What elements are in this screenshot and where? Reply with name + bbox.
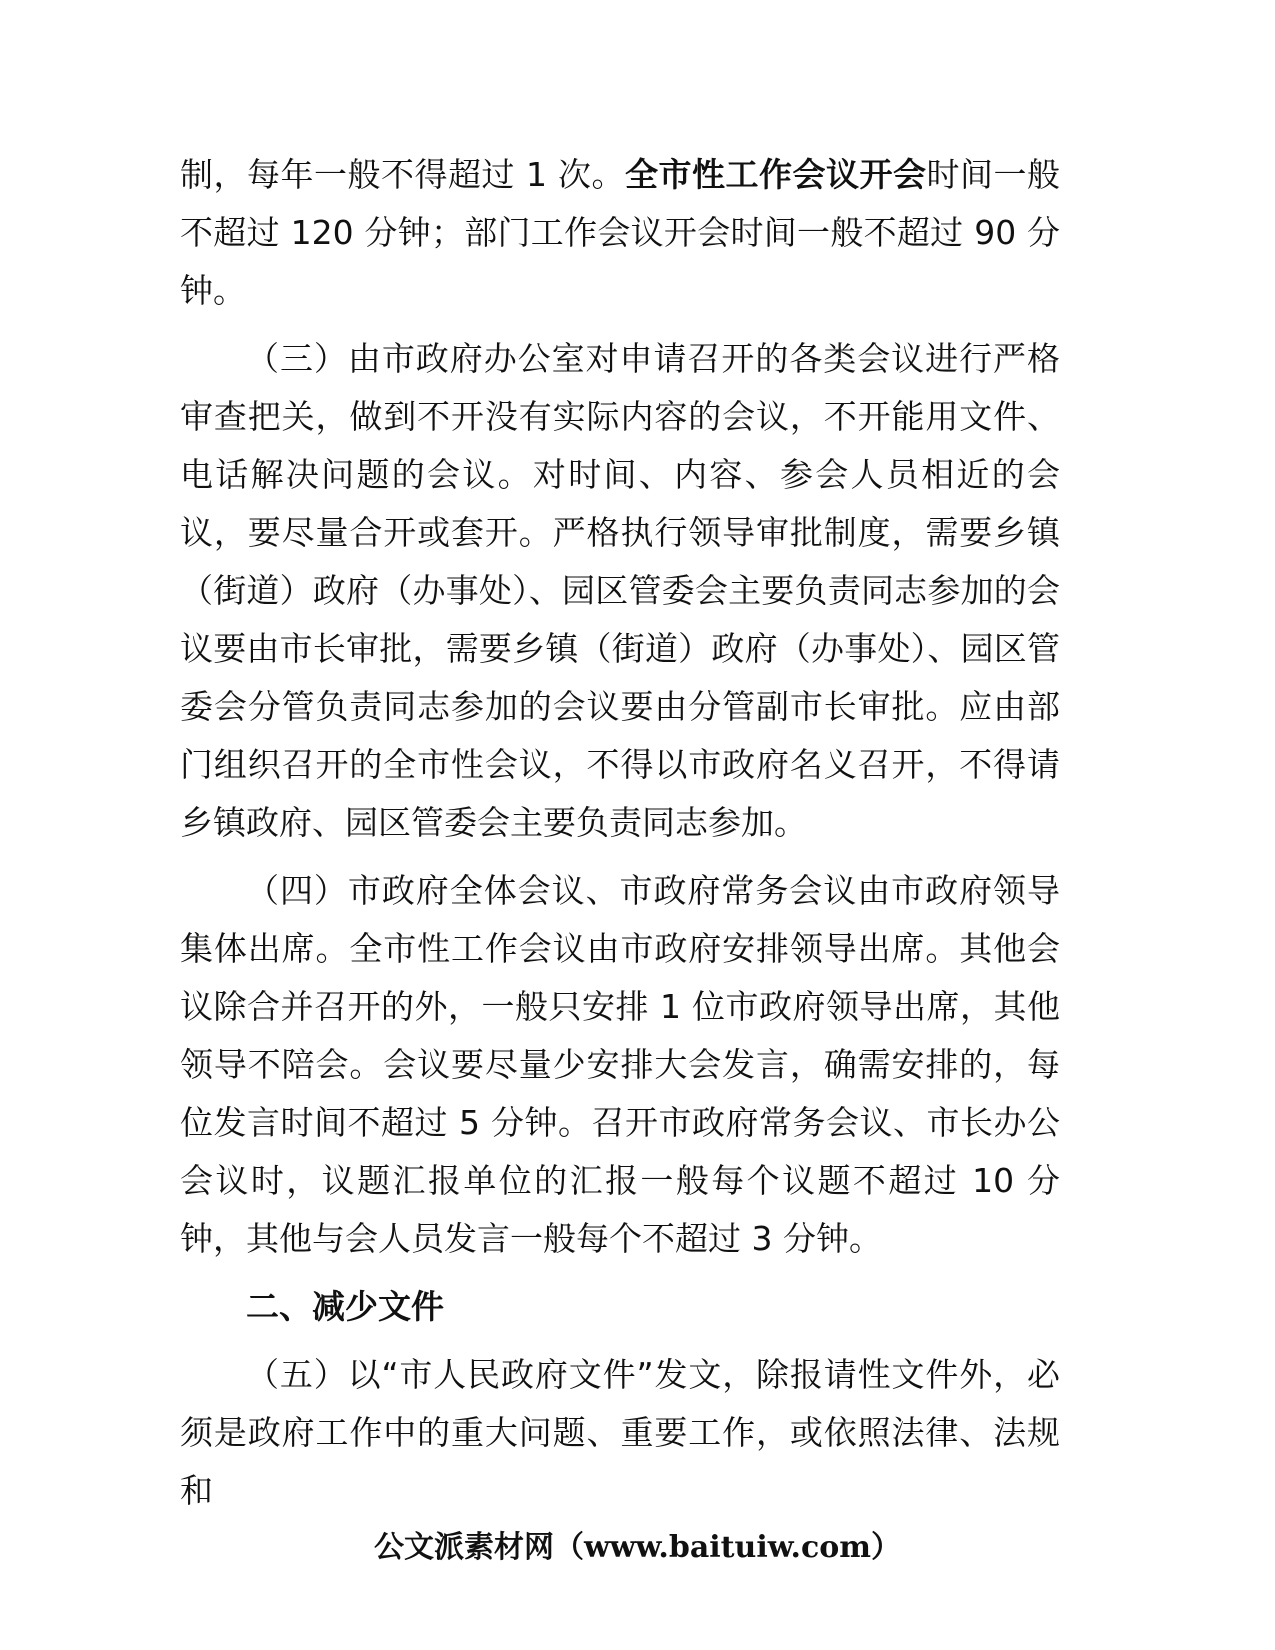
paragraph-item-5: （五）以“市人民政府文件”发文，除报请性文件外，必须是政府工作中的重大问题、重要工作，或依照法律、法规和 (180, 1355, 1060, 1510)
paragraph-text: 制，每年一般不得超过 1 次。 (180, 155, 625, 194)
paragraph-item-3: （三）由市政府办公室对申请召开的各类会议进行严格审查把关，做到不开没有实际内容的会议，不开能用文件、电话解决问题的会议。对时间、内容、参会人员相近的会议，要尽量合开或套开。严格执行领导审批制度，需要乡镇（街道）政府（办事处）、园区管委会主要负责同志参加的会议要由市长审批，需要乡镇（街道）政府（办事处）、园区管委会分管负责同志参加的会议要由分管副市长审批。应由部门组织召开的全市性会议，不得以市政府名义召开，不得请乡镇政府、园区管委会主要负责同志参加。 (180, 339, 1060, 842)
paragraph-meeting-duration (180, 146, 1060, 320)
document-body (180, 146, 1060, 1530)
section-heading-reduce-documents: 二、减少文件 (246, 1287, 444, 1326)
bold-phrase: 全市性工作会议开会 (624, 155, 927, 194)
paragraph-text: 时间一般不超过 120 分钟；部门工作会议开会时间一般不超过 90 分钟。 (180, 155, 1061, 310)
paragraph-item-4: （四）市政府全体会议、市政府常务会议由市政府领导集体出席。全市性工作会议由市政府安排领导出席。其他会议除合并召开的外，一般只安排 1 位市政府领导出席，其他领导不陪会。会议要尽量少安排大会发言，确需安排的，每位发言时间不超过 5 分钟。召开市政府常务会议、市长办公会议时，议题汇报单位的汇报一般每个议题不超过 10 分钟，其他与会人员发言一般每个不超过 3 分钟。 (180, 871, 1060, 1258)
page-footer-watermark: 公文派素材网（www.baituiw.com） (373, 1530, 902, 1565)
